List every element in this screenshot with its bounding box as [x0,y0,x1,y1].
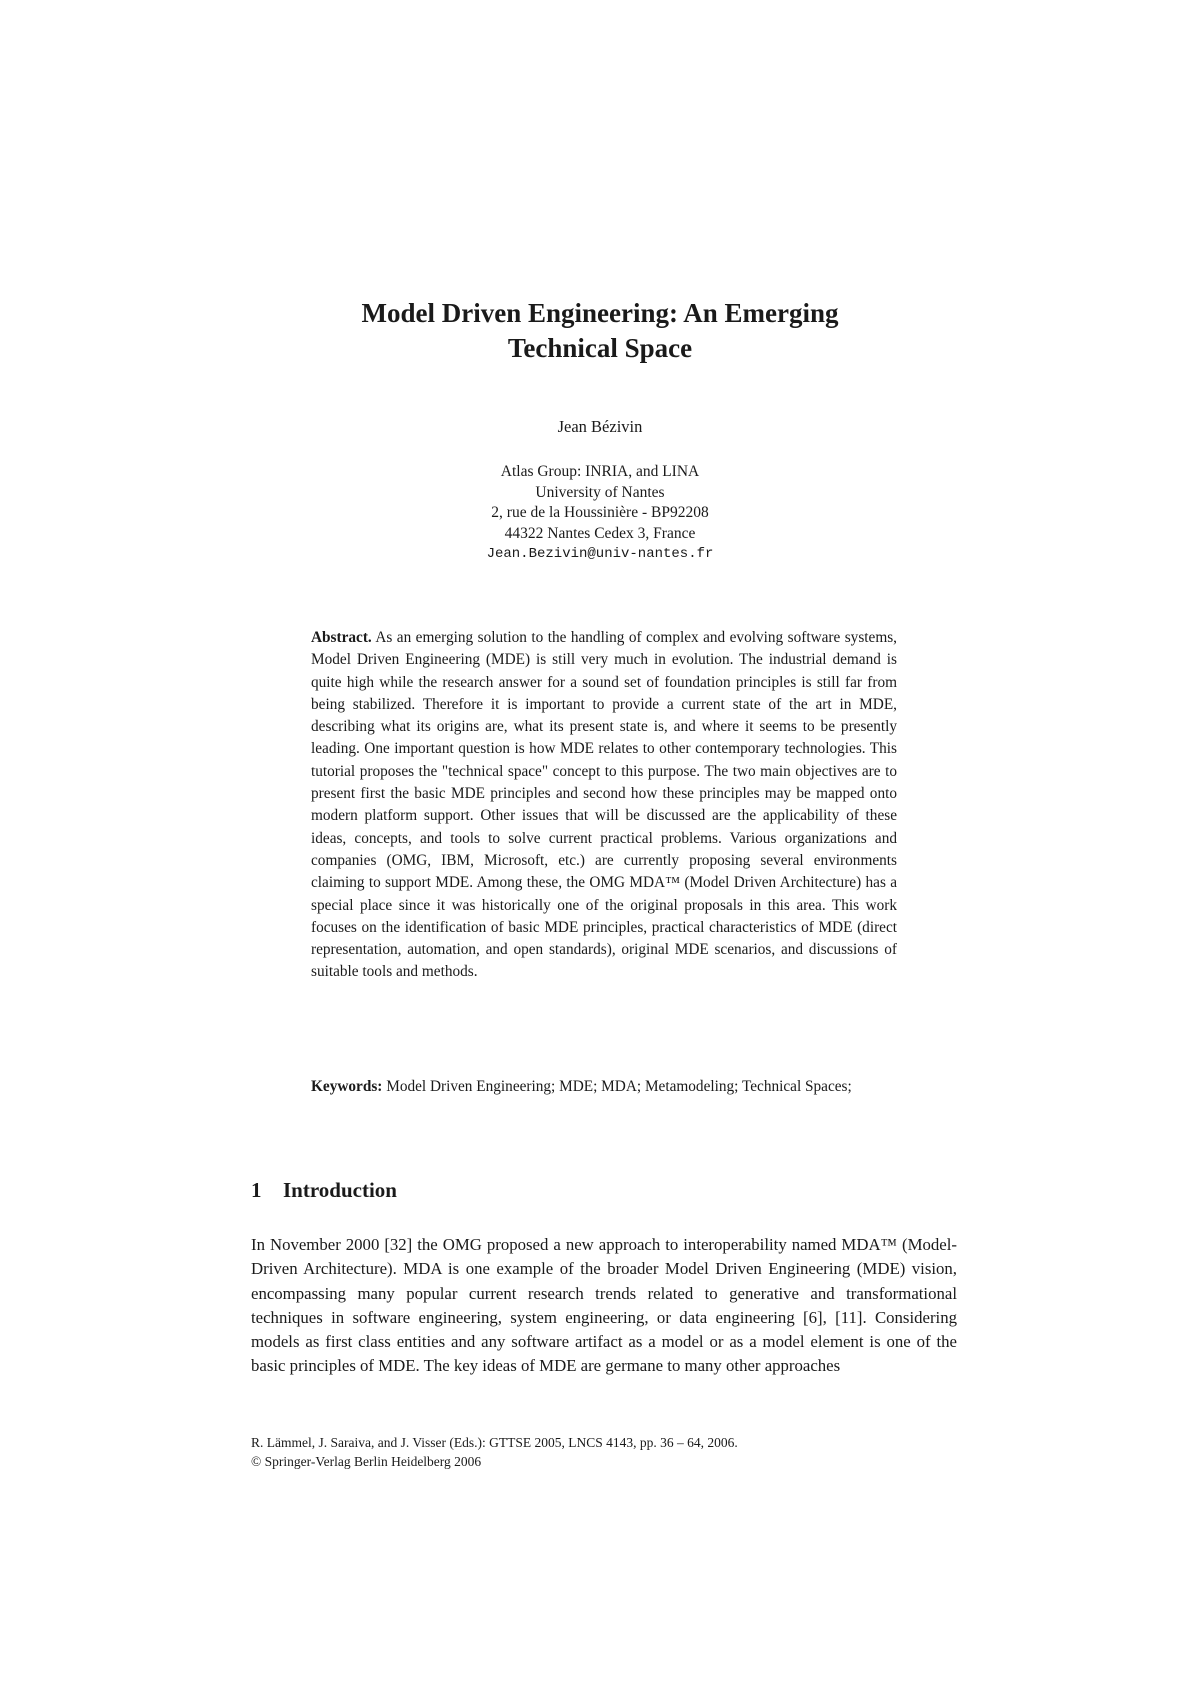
affiliation-street: 2, rue de la Houssinière - BP92208 [491,504,709,521]
affiliation-university: University of Nantes [535,483,665,501]
abstract-label: Abstract. [311,629,372,646]
author-name: Jean Bézivin [557,417,643,436]
abstract [311,627,897,984]
paper-title-line-1: Model Driven Engineering: An Emerging [361,298,839,328]
affiliation-group: Atlas Group: INRIA, and LINA [500,463,700,480]
keywords [311,1076,897,1098]
keywords-text: Model Driven Engineering; MDE; MDA; Metamodeling; Technical Spaces; [386,1078,852,1095]
keywords-label: Keywords: [311,1078,383,1095]
author-affiliation [0,462,1200,565]
abstract-text: As an emerging solution to the handling of complex and evolving software systems, Model Driven Engineering (MDE) is still very much in evolution. The industrial demand is quite high while the research answer for a sound set of foundation principles is still far from being stabilized. Therefore it is important to provide a current state of the art in MDE, describing what its origins are, what its present state is, and where it seems to be presently leading. One important question is how MDE relates to other contemporary technologies. This tutorial proposes the "technical space" concept to this purpose. The two main objectives are to present first the basic MDE principles and second how these principles may be mapped onto modern platform support. Other issues that will be discussed are the applicability of these ideas, concepts, and tools to solve current practical problems. Various organizations and companies (OMG, IBM, Microsoft, etc.) are currently proposing several environments claiming to support MDE. Among these, the OMG MDA™ (Model Driven Architecture) has a special place since it was historically one of the original proposals in this area. This work focuses on the identification of basic MDE principles, practical characteristics of MDE (direct representation, automation, and open standards), original MDE scenarios, and discussions of suitable tools and methods. [311,629,898,981]
section-heading [251,1178,397,1203]
affiliation-city: 44322 Nantes Cedex 3, France [504,524,696,542]
copyright-line: © Springer-Verlag Berlin Heidelberg 2006 [251,1454,482,1469]
paper-title-line-2: Technical Space [507,333,693,363]
citation-line: R. Lämmel, J. Saraiva, and J. Visser (Eds.): GTTSE 2005, LNCS 4143, pp. 36 – 64, 2006. [251,1435,738,1450]
section-number: 1 [251,1178,262,1202]
publication-footer [251,1433,738,1471]
paper-title [0,296,1200,366]
author-email: Jean.Bezivin@univ-nantes.fr [486,546,714,562]
introduction-paragraph: In November 2000 [32] the OMG proposed a new approach to interoperability named MDA™ (Model-Driven Architecture). MDA is one example of the broader Model Driven Engineering (MDE) vision, encompassing many popular current research trends related to generative and transformational techniques in software engineering, system engineering, or data engineering [6], [11]. Considering models as first class entities and any software artifact as a model or as a model element is one of the basic principles of MDE. The key ideas of MDE are germane to many other approaches [251,1235,957,1376]
section-title: Introduction [283,1178,397,1202]
